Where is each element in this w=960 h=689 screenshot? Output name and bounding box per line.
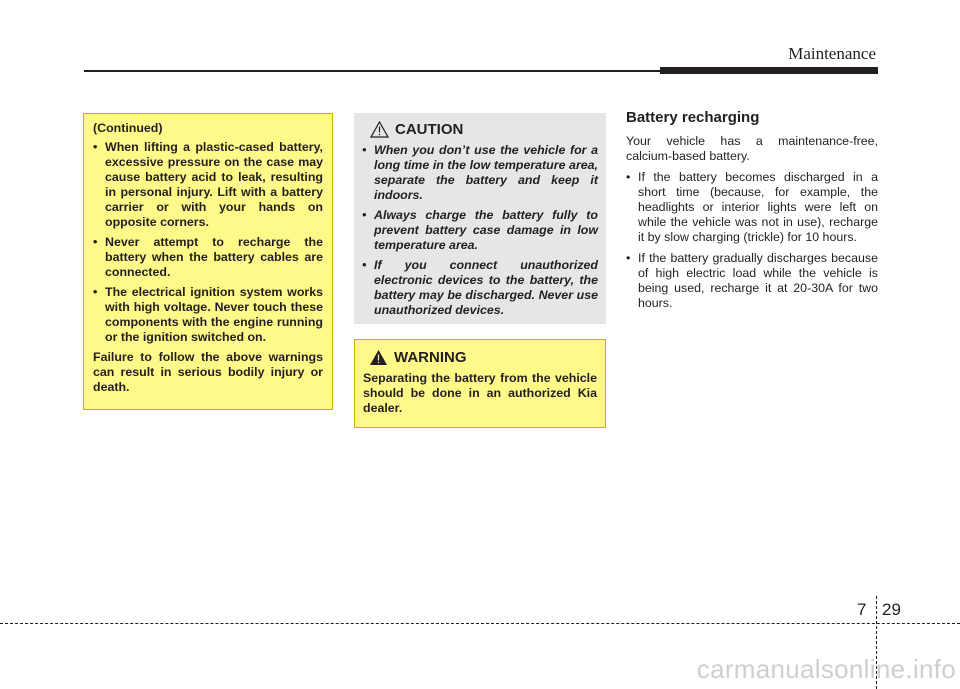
watermark: carmanualsonline.info	[696, 654, 956, 684]
caution-heading: CAUTION	[395, 121, 464, 138]
warning-triangle-icon	[369, 349, 388, 366]
continued-list	[93, 140, 323, 345]
warning-heading: WARNING	[394, 349, 467, 366]
caution-header	[362, 121, 598, 138]
warning-text: Separating the battery from the vehicle should be done in an authorized Kia dealer.	[363, 371, 597, 415]
list-item: • When you don’t use the vehicle for a long time in the low temperature area, separate the battery and keep it indoors.	[362, 143, 598, 203]
list-item: • The electrical ignition system works with high voltage. Never touch these components with the engine running or the ignition switched on.	[93, 285, 323, 345]
list-item: • When lifting a plastic-cased battery, excessive pressure on the case may cause battery acid to leak, resulting in personal injury. Lift with a battery carrier or with your hands on opposite corners.	[93, 140, 323, 230]
chapter-number: 7	[857, 600, 867, 619]
warning-box	[354, 339, 606, 428]
warning-header	[363, 349, 597, 366]
caution-triangle-icon	[370, 121, 389, 138]
list-item: • If the battery becomes discharged in a short time (because, for example, the headlights or interior lights were left on while the vehicle was not in use), recharge it by slow charging (trickle) for 10 hours.	[626, 170, 878, 245]
caution-list	[362, 143, 598, 318]
footer-rule	[0, 623, 960, 624]
recharging-list	[626, 170, 878, 311]
continued-final-text: Failure to follow the above warnings can result in serious bodily injury or death.	[93, 350, 323, 394]
header-rule-thick	[660, 67, 878, 74]
list-item: • If the battery gradually discharges because of high electric load while the vehicle is being used, recharge it at 20-30A for two hours.	[626, 251, 878, 311]
list-item: • If you connect unauthorized electronic devices to the battery, the battery may be discharged. Never use unauthorized devices.	[362, 258, 598, 318]
battery-recharging-section	[626, 110, 878, 317]
list-item: • Always charge the battery fully to prevent battery case damage in low temperature area.	[362, 208, 598, 253]
recharging-title: Battery recharging	[626, 109, 760, 126]
section-title: Maintenance	[788, 44, 876, 63]
continued-heading: (Continued)	[93, 121, 163, 135]
header-rule-thin	[84, 70, 664, 72]
page-number: 29	[882, 600, 901, 619]
recharging-intro: Your vehicle has a maintenance-free, calcium-based battery.	[626, 134, 878, 163]
caution-box	[354, 113, 606, 324]
continued-warning-box	[83, 113, 333, 410]
list-item: • Never attempt to recharge the battery when the battery cables are connected.	[93, 235, 323, 280]
